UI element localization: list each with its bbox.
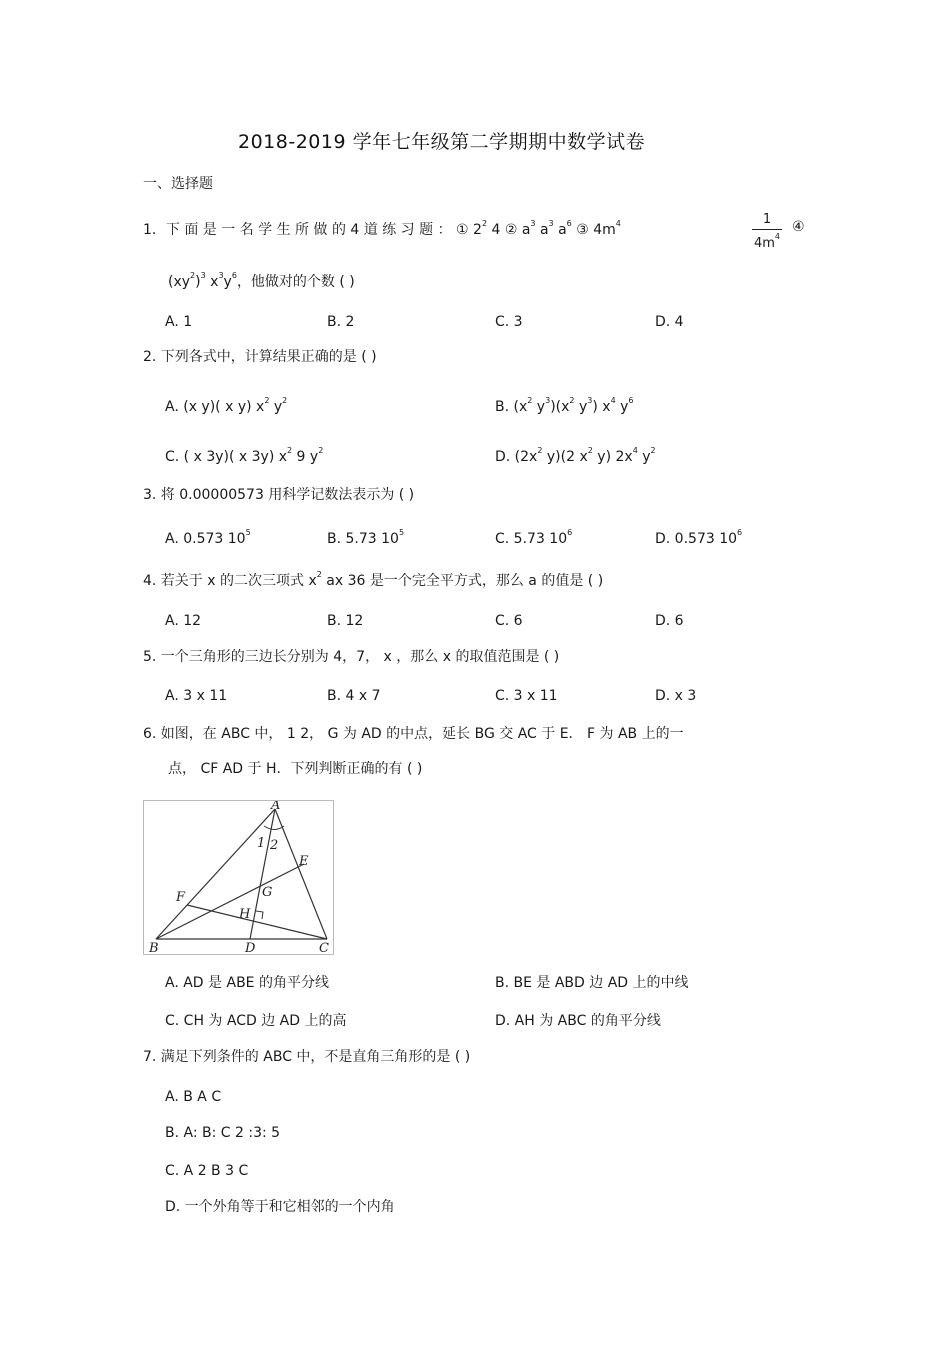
q3-option-a[interactable]	[165, 529, 251, 546]
q1-text: 1．下 面 是 一 名 学 生 所 做 的 4 道 练 习 题 ： ① 2	[143, 222, 482, 238]
q2-exp: 2	[650, 446, 656, 455]
q1-exp: 3	[548, 219, 554, 228]
q2-text: A. (x y)( x y) x	[165, 399, 265, 415]
question-5-stem: 5. 一个三角形的三边长分别为 4，7， x ，那么 x 的取值范围是 ( )	[143, 649, 560, 665]
angle-arc	[264, 826, 284, 830]
q4-option-a[interactable]: A. 12	[165, 613, 202, 629]
q3-option-b[interactable]	[327, 529, 404, 546]
q2-exp: 3	[587, 396, 593, 405]
q2-exp: 4	[610, 396, 616, 405]
fraction-den-text: 4m	[753, 236, 775, 251]
q5-option-b[interactable]: B. 4 x 7	[327, 688, 381, 704]
q1-option-a[interactable]: A. 1	[165, 314, 193, 330]
q2-exp: 2	[537, 446, 543, 455]
q5-option-d[interactable]: D. x 3	[655, 688, 697, 704]
q3-exp: 6	[567, 528, 573, 537]
q2-exp: 2	[527, 396, 533, 405]
q4-text: 4. 若关于 x 的二次三项式 x	[143, 573, 317, 589]
q1-exp: 3	[218, 271, 224, 280]
q2-text: B. (x	[495, 399, 528, 415]
q3-exp: 5	[245, 528, 251, 537]
q1-text: (xy	[168, 274, 191, 290]
q2-option-c[interactable]	[165, 447, 323, 464]
q1-exp: 6	[566, 219, 572, 228]
q2-option-a[interactable]	[165, 397, 287, 414]
q4-text: ax 36 是一个完全平方式，那么 a 的值是 ( )	[321, 573, 604, 589]
q2-text: y	[269, 399, 283, 415]
q1-option-b[interactable]: B. 2	[327, 314, 355, 330]
q1-option-d[interactable]: D. 4	[655, 314, 684, 330]
q2-text: ) x	[592, 399, 611, 415]
triangle-diagram	[144, 801, 333, 954]
q2-text: y	[637, 449, 651, 465]
q6-option-a[interactable]: A. AD 是 ABE 的角平分线	[165, 975, 329, 991]
q6-option-d[interactable]: D. AH 为 ABC 的角平分线	[495, 1013, 661, 1029]
q1-text: 4 ② a	[487, 222, 531, 238]
q2-text: D. (2x	[495, 449, 538, 465]
fraction-den-exp: 4	[774, 232, 781, 241]
q1-exp: 2	[481, 219, 488, 228]
q3-text: A. 0.573 10	[165, 531, 246, 547]
q2-text: y	[532, 399, 546, 415]
q1-text: a	[553, 222, 567, 238]
q2-exp: 2	[569, 396, 575, 405]
q3-text: D. 0.573 10	[655, 531, 738, 547]
q1-option-c[interactable]: C. 3	[495, 314, 523, 330]
q1-text: ，他做对的个数 ( )	[236, 274, 355, 290]
segment-cf	[187, 905, 327, 939]
q5-option-a[interactable]: A. 3 x 11	[165, 688, 228, 704]
label-f: F	[176, 890, 186, 905]
label-b: B	[149, 941, 159, 954]
q1-exp: 6	[231, 271, 237, 280]
q1-text: x	[205, 274, 219, 290]
q2-exp: 4	[632, 446, 638, 455]
section-heading: 一、选择题	[143, 176, 213, 192]
side-ab	[156, 809, 275, 939]
q2-exp: 2	[264, 396, 270, 405]
q2-text: y)(2 x	[542, 449, 588, 465]
q3-option-c[interactable]	[495, 529, 572, 546]
q7-option-a[interactable]: A. B A C	[165, 1089, 222, 1105]
q5-option-c[interactable]: C. 3 x 11	[495, 688, 558, 704]
q7-option-b[interactable]: B. A: B: C 2 :3: 5	[165, 1125, 281, 1141]
segment-ad	[250, 809, 275, 939]
q1-text: )	[195, 274, 201, 290]
label-c: C	[319, 941, 329, 954]
q3-exp: 6	[737, 528, 743, 537]
q7-option-d[interactable]: D. 一个外角等于和它相邻的一个内角	[165, 1199, 395, 1215]
question-6-line-1: 6. 如图，在 ABC 中， 1 2， G 为 AD 的中点，延长 BG 交 AC 于 E． F 为 AB 上的一	[143, 726, 684, 742]
q3-text: B. 5.73 10	[327, 531, 399, 547]
q2-text: 9 y	[292, 449, 319, 465]
label-e: E	[299, 854, 309, 869]
q2-exp: 2	[587, 446, 593, 455]
fraction-bar	[752, 229, 782, 230]
q2-option-d[interactable]	[495, 447, 656, 464]
side-ac	[275, 809, 327, 939]
q2-exp: 2	[318, 446, 324, 455]
label-2: 2	[270, 838, 279, 853]
triangle-figure	[143, 800, 334, 955]
q1-exp: 2	[190, 271, 196, 280]
label-d: D	[245, 941, 256, 954]
q3-option-d[interactable]	[655, 529, 742, 546]
q1-exp: 3	[200, 271, 206, 280]
q1-text: y	[223, 274, 232, 290]
q6-option-b[interactable]: B. BE 是 ABD 边 AD 上的中线	[495, 975, 689, 991]
fraction-numerator: 1	[762, 212, 772, 227]
q2-text: C. ( x 3y)( x 3y) x	[165, 449, 288, 465]
q4-option-d[interactable]: D. 6	[655, 613, 684, 629]
question-7-stem: 7. 满足下列条件的 ABC 中，不是直角三角形的是 ( )	[143, 1049, 471, 1065]
question-4-stem	[143, 571, 603, 588]
q1-tail: ④	[792, 219, 805, 235]
question-6-line-2: 点， CF AD 于 H．下列判断正确的有 ( )	[168, 761, 423, 777]
q4-option-b[interactable]: B. 12	[327, 613, 364, 629]
q2-text: )(x	[550, 399, 570, 415]
q3-text: C. 5.73 10	[495, 531, 568, 547]
question-1-line-2	[168, 272, 355, 289]
q2-exp: 2	[287, 446, 293, 455]
q1-text: a	[535, 222, 549, 238]
label-g: G	[262, 885, 273, 900]
q1-text: ③ 4m	[571, 222, 616, 238]
q7-option-c[interactable]: C. A 2 B 3 C	[165, 1163, 249, 1179]
q3-exp: 5	[398, 528, 405, 537]
fraction-denominator	[752, 232, 782, 251]
q4-option-c[interactable]: C. 6	[495, 613, 523, 629]
q2-exp: 2	[282, 396, 288, 405]
q6-option-c[interactable]: C. CH 为 ACD 边 AD 上的高	[165, 1013, 347, 1029]
label-h: H	[239, 907, 251, 922]
page-title: 2018-2019 学年七年级第二学期期中数学试卷	[238, 131, 646, 153]
question-3-stem: 3. 将 0.00000573 用科学记数法表示为 ( )	[143, 487, 415, 503]
q4-exp: 2	[316, 570, 322, 579]
q2-text: y	[574, 399, 588, 415]
label-a: A	[271, 801, 281, 813]
q2-option-b[interactable]	[495, 397, 634, 414]
q2-text: y) 2x	[592, 449, 633, 465]
label-1: 1	[257, 836, 266, 851]
right-angle-mark	[256, 911, 263, 919]
q1-exp: 3	[530, 219, 536, 228]
q2-exp: 3	[545, 396, 551, 405]
question-2-stem: 2. 下列各式中，计算结果正确的是 ( )	[143, 349, 377, 365]
q1-exp: 4	[615, 219, 621, 228]
question-1-line-1	[143, 220, 621, 237]
q2-exp: 6	[628, 396, 634, 405]
q2-text: y	[615, 399, 629, 415]
q1-fraction	[752, 212, 782, 251]
